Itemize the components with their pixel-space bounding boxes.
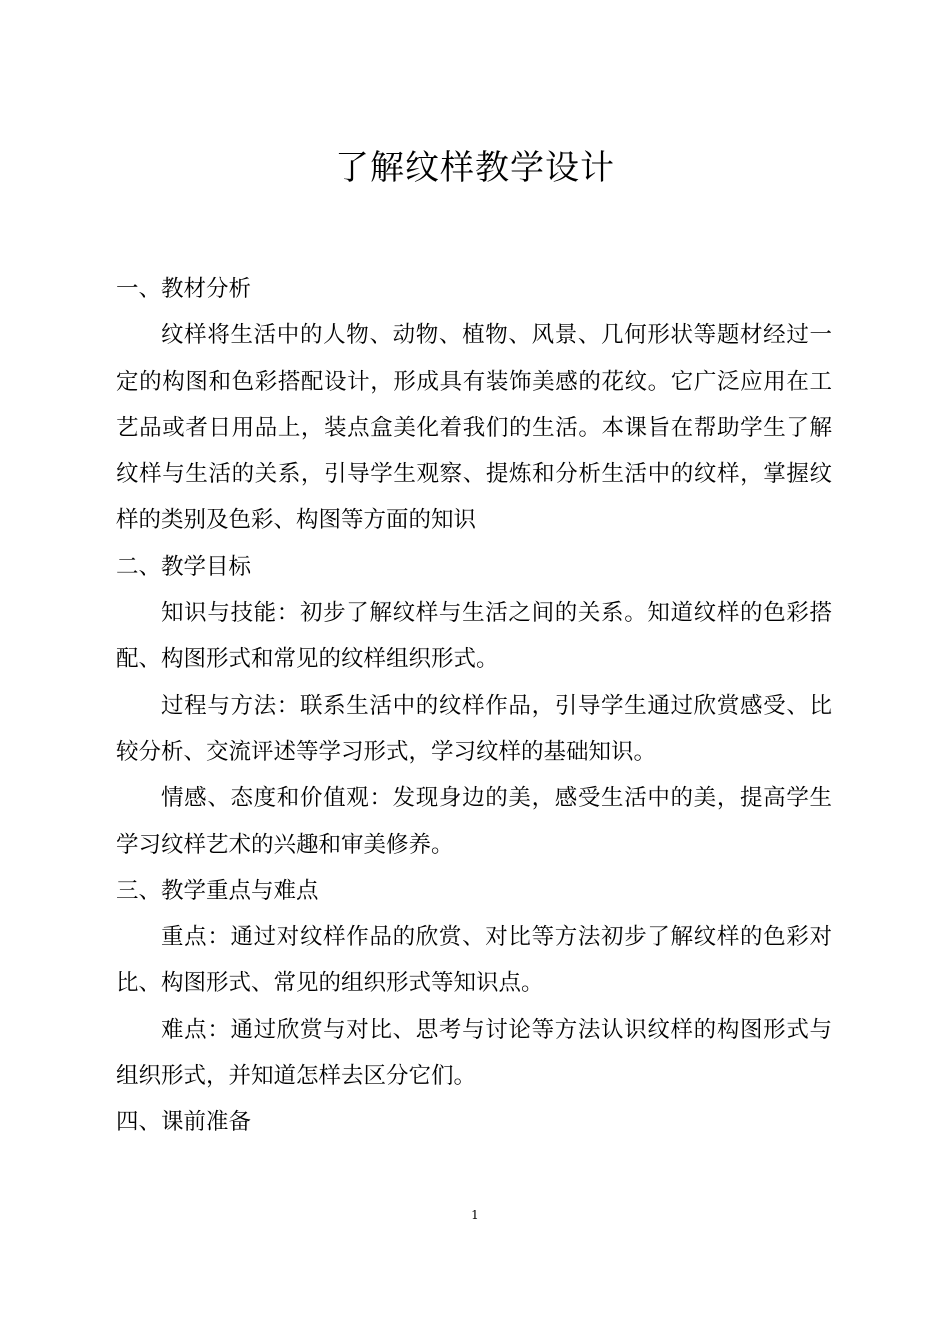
section-heading-key-difficult-points: 三、教学重点与难点 [116,877,319,904]
section-heading-teaching-goals: 二、教学目标 [116,553,252,580]
paragraph-key-point: 重点：通过对纹样作品的欣赏、对比等方法初步了解纹样的色彩对比、构图形式、常见的组织形式等知识点。 [116,924,832,997]
section-heading-textbook-analysis: 一、教材分析 [116,276,252,302]
paragraph-difficult-point: 难点：通过欣赏与对比、思考与讨论等方法认识纹样的构图形式与组织形式，并知道怎样去区分它们。 [116,1016,832,1090]
document-body [116,266,832,1146]
paragraph-textbook-analysis: 纹样将生活中的人物、动物、植物、风景、几何形状等题材经过一定的构图和色彩搭配设计，形成具有装饰美感的花纹。它广泛应用在工艺品或者日用品上，装点盒美化着我们的生活。本课旨在帮助学生了解纹样与生活的关系，引导学生观察、提炼和分析生活中的纹样，掌握纹样的类别及色彩、构图等方面的知识 [116,322,832,534]
document-title: 了解纹样教学设计 [335,148,615,188]
section-heading-preparation: 四、课前准备 [116,1109,252,1136]
page-number: 1 [471,1208,479,1222]
paragraph-knowledge-skills: 知识与技能：初步了解纹样与生活之间的关系。知道纹样的色彩搭配、构图形式和常见的纹样组织形式。 [116,600,832,673]
paragraph-emotion-values: 情感、态度和价值观：发现身边的美，感受生活中的美，提高学生学习纹样艺术的兴趣和审美修养。 [116,785,832,858]
paragraph-process-methods: 过程与方法：联系生活中的纹样作品，引导学生通过欣赏感受、比较分析、交流评述等学习形式，学习纹样的基础知识。 [116,692,832,765]
